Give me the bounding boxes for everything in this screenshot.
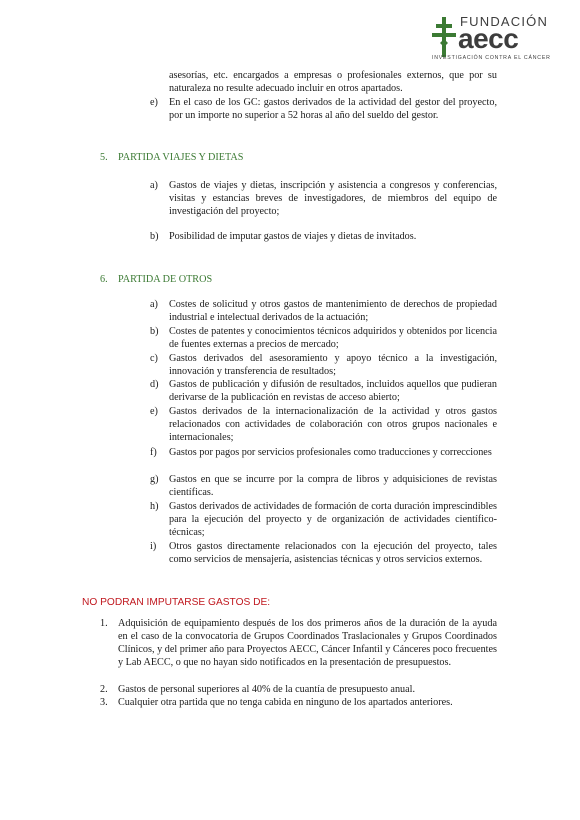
aecc-logo: [432, 14, 562, 66]
section6-item-i-text: Otros gastos directamente relacionados con la ejecución del proyecto, tales como servicios de mensajería, asistencias técnicas y otros servicios externos.: [169, 541, 497, 565]
cross-of-lorraine-icon: [432, 17, 456, 57]
exclusion-2-label: 2.: [100, 684, 108, 695]
section6-item-a-text: Costes de solicitud y otros gastos de mantenimiento de derechos de propiedad industrial e intelectual derivados de la actuación;: [169, 299, 497, 323]
section6-item-a-label: a): [150, 299, 158, 310]
section6-item-g-text: Gastos en que se incurre por la compra de libros y adquisiciones de revistas científicas.: [169, 474, 497, 498]
logo-tagline: INVESTIGACIÓN CONTRA EL CÁNCER: [432, 55, 551, 61]
section5-item-a-text: Gastos de viajes y dietas, inscripción y asistencia a congresos y conferencias, visitas y estancias breves de investigadores, de miembros del equipo de investigación del proyecto;: [169, 180, 497, 217]
intro-item-e-label: e): [150, 97, 158, 108]
section5-item-b-text: Posibilidad de imputar gastos de viajes y dietas de invitados.: [169, 231, 417, 242]
section6-item-e-text: Gastos derivados de la internacionalización de la actividad y otros gastos relacionados con actividades de colaboración con otros grupos nacionales e internacionales;: [169, 406, 497, 443]
exclusion-1-label: 1.: [100, 618, 108, 629]
logo-name: aecc: [458, 23, 519, 54]
section6-item-c-label: c): [150, 353, 158, 364]
section6-title: PARTIDA DE OTROS: [118, 274, 213, 285]
exclusion-2-text: Gastos de personal superiores al 40% de la cuantía de presupuesto anual.: [118, 684, 416, 695]
section6-number: 6.: [100, 274, 108, 285]
section5-item-a-label: a): [150, 180, 158, 191]
intro-continued-text: asesorías, etc. encargados a empresas o profesionales externos, que por su naturaleza no resulte adecuado incluir en otros apartados.: [169, 70, 497, 94]
section6-item-f-text: Gastos por pagos por servicios profesionales como traducciones y correcciones: [169, 447, 492, 458]
exclusion-3-text: Cualquier otra partida que no tenga cabida en ninguno de los apartados anteriores.: [118, 697, 453, 708]
section6-item-g-label: g): [150, 474, 159, 485]
section6-item-i-label: i): [150, 541, 157, 552]
section6-item-c-text: Gastos derivados del asesoramiento y apoyo técnico a la investigación, innovación y transferencia de resultados;: [169, 353, 497, 377]
section6-item-f-label: f): [150, 447, 157, 458]
section5-title: PARTIDA VIAJES Y DIETAS: [118, 152, 244, 163]
section5-item-b-label: b): [150, 231, 159, 242]
section6-item-e-label: e): [150, 406, 158, 417]
section6-item-d-label: d): [150, 379, 159, 390]
logo-foundation-text: FUNDACIÓN: [460, 14, 549, 29]
exclusion-1-text: Adquisición de equipamiento después de los dos primeros años de la duración de la ayuda en el caso de la convocatoria de Grupos Coordinados Traslacionales y Grupos Coordinados Clínicos, y del primer año para Proyectos AECC, Cáncer Infantil y Cánceres poco frecuentes y Lab AECC, o que no hayan sido notificados en la presentación de presupuestos.: [118, 618, 497, 668]
section6-item-d-text: Gastos de publicación y difusión de resultados, incluidos aquellos que pudieran derivarse de la publicación en revistas de acceso abierto;: [169, 379, 497, 403]
exclusions-title: NO PODRAN IMPUTARSE GASTOS DE:: [82, 597, 271, 608]
section6-item-h-label: h): [150, 501, 159, 512]
intro-item-e-text: En el caso de los GC: gastos derivados de la actividad del gestor del proyecto, por un importe no superior a 52 horas al año del sueldo del gestor.: [169, 97, 497, 121]
section6-item-h-text: Gastos derivados de actividades de formación de corta duración imprescindibles para la ejecución del proyecto y de organización de actividades científico-técnicas;: [169, 501, 497, 538]
section6-item-b-text: Costes de patentes y conocimientos técnicos adquiridos y obtenidos por licencia de fuentes externas a precios de mercado;: [169, 326, 497, 350]
section6-item-b-label: b): [150, 326, 159, 337]
exclusion-3-label: 3.: [100, 697, 108, 708]
section5-number: 5.: [100, 152, 108, 163]
